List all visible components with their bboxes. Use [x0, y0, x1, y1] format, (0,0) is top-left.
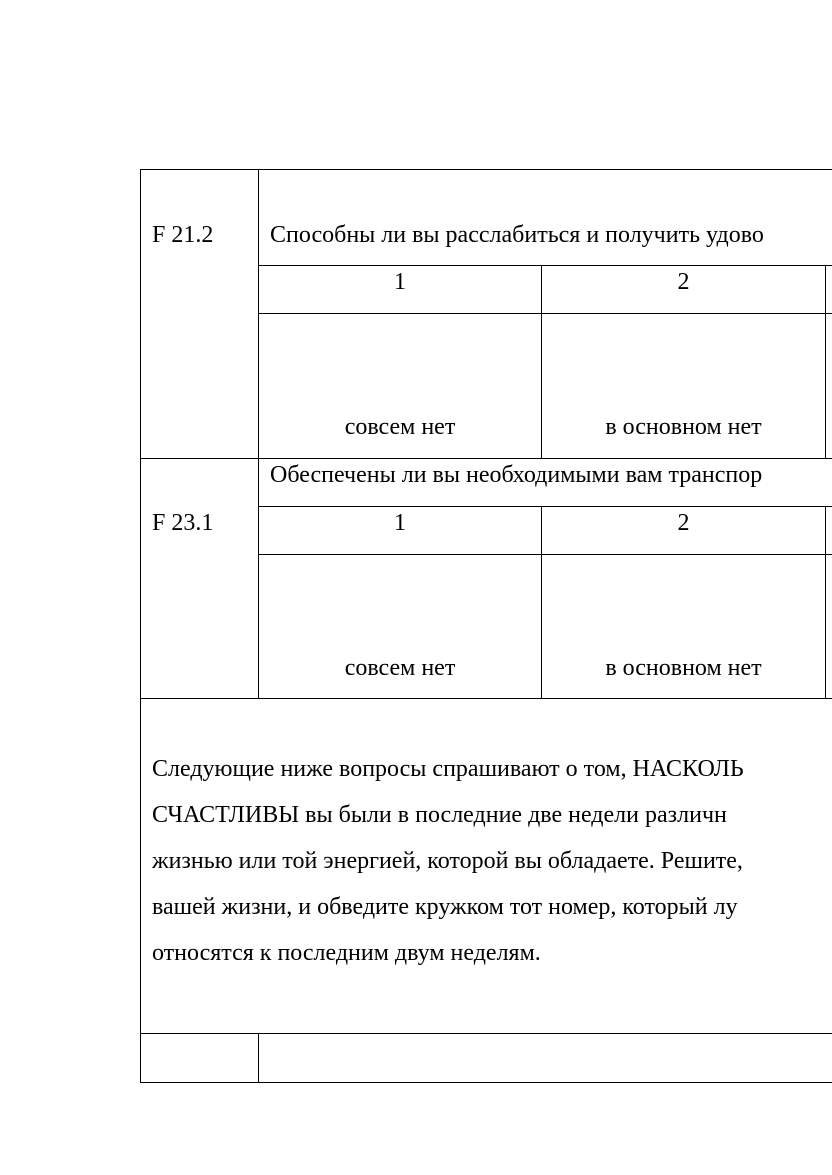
- instructions-paragraph: [152, 746, 744, 976]
- row-divider: [140, 1033, 832, 1034]
- scale-number: 1: [394, 269, 406, 295]
- instructions-line: Следующие ниже вопросы спрашивают о том, НАСКОЛЬ: [152, 756, 744, 782]
- instructions-line: СЧАСТЛИВЫ вы были в последние две недели различн: [152, 802, 727, 828]
- instructions-line: жизнью или той энергией, которой вы обладаете. Решите,: [152, 848, 743, 874]
- question-text: Обеспечены ли вы необходимыми вам транспор: [270, 462, 763, 488]
- scale-label: совсем нет: [344, 414, 456, 440]
- scale-number: 1: [394, 510, 406, 536]
- instructions-line: вашей жизни, и обведите кружком тот номер, который лу: [152, 894, 738, 920]
- scale-label: в основном нет: [605, 655, 762, 681]
- scale-number: 2: [677, 269, 690, 295]
- scale-number: 2: [677, 510, 690, 536]
- row1-number-divider: [258, 313, 832, 314]
- scale-column-divider: [825, 265, 826, 459]
- row1-question-divider: [258, 265, 832, 266]
- row2-question-divider: [258, 506, 832, 507]
- scale-label: в основном нет: [605, 414, 762, 440]
- scale-column-divider: [825, 506, 826, 699]
- scale-label: совсем нет: [344, 655, 456, 681]
- question-text: Способны ли вы расслабиться и получить удово: [270, 222, 764, 248]
- code-column-divider: [258, 1033, 259, 1083]
- row-divider: [140, 458, 832, 459]
- table-top-border: [140, 169, 832, 170]
- instructions-line: относятся к последним двум неделям.: [152, 940, 541, 966]
- question-code: F 23.1: [152, 510, 214, 536]
- table-left-border: [140, 169, 141, 1083]
- row-divider: [140, 698, 832, 699]
- table-bottom-border: [140, 1082, 832, 1083]
- question-code: F 21.2: [152, 222, 214, 248]
- row2-number-divider: [258, 554, 832, 555]
